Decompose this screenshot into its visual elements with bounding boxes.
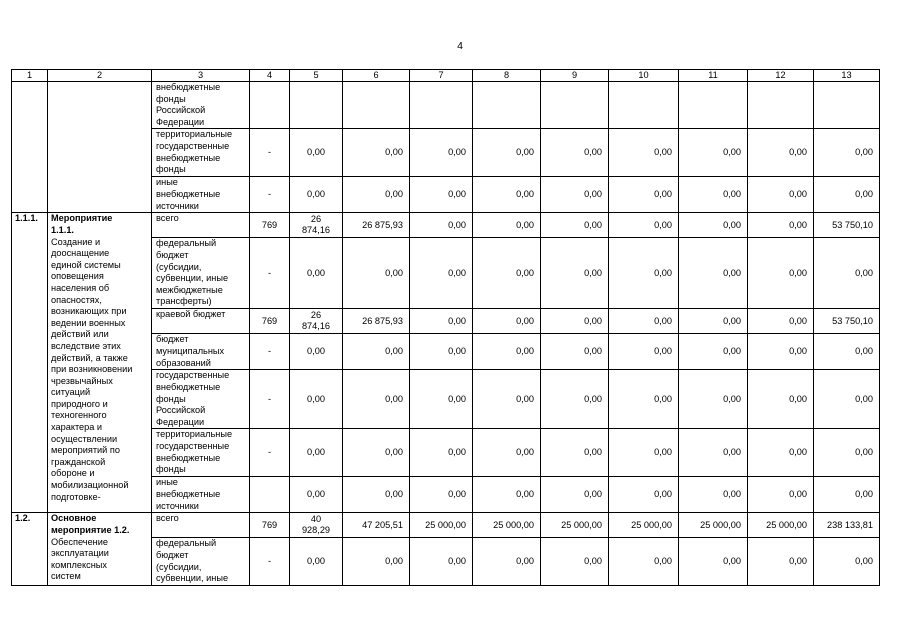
code-cell (250, 82, 290, 129)
value-cell: 0,00 (290, 370, 343, 429)
value-cell: 0,00 (814, 334, 880, 370)
value-cell: 0,00 (290, 129, 343, 177)
value-cell (290, 82, 343, 129)
value-cell: 0,00 (679, 429, 748, 477)
funding-source-line: Федерации (156, 116, 205, 127)
value-cell: 0,00 (748, 334, 814, 370)
value-cell: 0,00 (410, 309, 473, 334)
value-cell: 0,00 (609, 370, 679, 429)
value-cell: 0,00 (679, 309, 748, 334)
item-description-line: мероприятий по (51, 445, 120, 456)
funding-source-line: фонды (156, 393, 186, 404)
column-header: 11 (679, 70, 748, 82)
value-cell: 0,00 (679, 477, 748, 513)
funding-source-line: внебюджетные (156, 381, 221, 392)
value-cell: 0,00 (410, 370, 473, 429)
funding-source-line: внебюджетные (156, 82, 221, 92)
value-cell: 0,00 (343, 177, 410, 213)
value-cell: 53 750,10 (814, 309, 880, 334)
funding-source-line: государственные (156, 140, 230, 151)
funding-source-line: образований (156, 357, 211, 368)
item-description-line: населения об (51, 282, 110, 293)
value-cell (290, 213, 343, 238)
value-cell (541, 82, 609, 129)
item-description-line: единой системы (51, 259, 121, 270)
value-cell: 25 000,00 (410, 513, 473, 538)
item-description-line: опасностях, (51, 294, 102, 305)
item-code-cell: 1.2. (12, 513, 48, 585)
value-cell (290, 513, 343, 538)
column-header: 13 (814, 70, 880, 82)
funding-source-cell (152, 309, 250, 334)
value-cell: 0,00 (814, 238, 880, 309)
funding-source-line: государственные (156, 440, 230, 451)
value-cell: 0,00 (410, 538, 473, 585)
page-number: 4 (457, 40, 463, 52)
funding-source-line: внебюджетные (156, 188, 221, 199)
item-description-line: эксплуатации (51, 548, 109, 559)
value-cell: 0,00 (748, 129, 814, 177)
table-row (12, 82, 880, 129)
value-cell: 0,00 (609, 238, 679, 309)
value-cell: 0,00 (609, 538, 679, 585)
funding-source-cell (152, 213, 250, 238)
funding-source-line: иные (156, 477, 178, 488)
value-cell: 25 000,00 (748, 513, 814, 538)
item-title: Основное (51, 513, 97, 524)
value-cell: 0,00 (609, 429, 679, 477)
value-cell: 0,00 (473, 334, 541, 370)
value-cell: 0,00 (473, 213, 541, 238)
funding-source-cell (152, 370, 250, 429)
value-cell: 0,00 (473, 238, 541, 309)
value-cell: 0,00 (473, 370, 541, 429)
value-cell: 0,00 (343, 370, 410, 429)
item-description-line: при возникновении (51, 364, 133, 375)
value-cell: 25 000,00 (541, 513, 609, 538)
code-cell: - (250, 177, 290, 213)
value-cell: 0,00 (473, 129, 541, 177)
item-description-cell (48, 213, 152, 513)
value-cell: 0,00 (290, 177, 343, 213)
value-cell: 0,00 (814, 129, 880, 177)
value-cell: 0,00 (473, 538, 541, 585)
funding-source-cell (152, 429, 250, 477)
value-cell: 0,00 (679, 538, 748, 585)
column-header: 4 (250, 70, 290, 82)
item-description-line: действий или (51, 329, 109, 340)
table-row (12, 513, 880, 538)
value-cell: 0,00 (541, 477, 609, 513)
funding-source-line: фонды (156, 464, 186, 475)
funding-source-line: всего (156, 513, 179, 524)
value-cell: 0,00 (679, 177, 748, 213)
value-cell: 0,00 (814, 429, 880, 477)
value-cell: 0,00 (343, 538, 410, 585)
value-cell: 0,00 (410, 477, 473, 513)
value-cell (679, 82, 748, 129)
value-cell: 0,00 (541, 429, 609, 477)
value-cell: 0,00 (410, 429, 473, 477)
value-cell: 0,00 (609, 477, 679, 513)
funding-source-line: внебюджетные (156, 152, 221, 163)
value-cell: 25 000,00 (679, 513, 748, 538)
funding-source-line: фонды (156, 164, 186, 175)
item-code-cell: 1.1.1. (12, 213, 48, 513)
funding-source-line: Российской (156, 405, 206, 416)
value-line: 40 (310, 513, 322, 524)
value-cell: 0,00 (410, 177, 473, 213)
header-row (12, 70, 880, 82)
column-header: 5 (290, 70, 343, 82)
item-description-line: обороне и (51, 468, 95, 479)
value-cell: 0,00 (679, 238, 748, 309)
value-line: 874,16 (301, 225, 331, 236)
funding-source-line: территориальные (156, 429, 233, 440)
funding-source-cell (152, 238, 250, 309)
item-title: мероприятие 1.2. (51, 524, 130, 535)
item-description-line: гражданской (51, 456, 106, 467)
value-cell: 0,00 (473, 177, 541, 213)
funding-source-line: федеральный (156, 538, 217, 549)
item-description-line: характера и (51, 422, 103, 433)
value-cell: 26 875,93 (343, 213, 410, 238)
funding-source-cell (152, 513, 250, 538)
funding-source-line: источники (156, 500, 199, 511)
item-description-line: природного и (51, 398, 108, 409)
value-cell (814, 82, 880, 129)
item-description-line: дооснащение (51, 248, 110, 259)
value-cell: 0,00 (343, 477, 410, 513)
value-cell: 47 205,51 (343, 513, 410, 538)
funding-source-line: источники (156, 200, 199, 211)
funding-source-line: трансферты) (156, 296, 212, 307)
value-cell (748, 82, 814, 129)
code-cell: - (250, 129, 290, 177)
funding-source-line: (субсидии, (156, 561, 202, 572)
value-cell: 0,00 (541, 129, 609, 177)
funding-source-line: государственные (156, 370, 230, 381)
value-cell: 25 000,00 (609, 513, 679, 538)
item-description-line: мобилизационной (51, 480, 129, 491)
value-cell: 0,00 (609, 129, 679, 177)
column-header: 3 (152, 70, 250, 82)
funding-source-line: Федерации (156, 416, 205, 427)
value-cell: 25 000,00 (473, 513, 541, 538)
funding-source-line: (субсидии, (156, 261, 202, 272)
column-header: 2 (48, 70, 152, 82)
item-description-cell (48, 513, 152, 585)
table-row (12, 213, 880, 238)
funding-source-line: краевой бюджет (156, 309, 226, 320)
item-description-line: оповещения (51, 271, 104, 282)
value-cell (343, 82, 410, 129)
value-cell: 0,00 (290, 477, 343, 513)
code-cell: - (250, 538, 290, 585)
value-cell: 0,00 (814, 477, 880, 513)
column-header: 10 (609, 70, 679, 82)
item-description-line: возникающих при (51, 306, 127, 317)
value-cell: 0,00 (748, 429, 814, 477)
value-cell: 0,00 (748, 177, 814, 213)
value-cell (473, 82, 541, 129)
item-description-line: ведении военных (51, 317, 126, 328)
value-cell: 0,00 (410, 334, 473, 370)
item-description-line: действий, а также (51, 352, 128, 363)
item-description-line: осуществлении (51, 433, 118, 444)
value-cell: 0,00 (814, 538, 880, 585)
value-line: 26 (310, 213, 322, 224)
funding-source-cell (152, 477, 250, 513)
column-header: 8 (473, 70, 541, 82)
item-description-line: Создание и (51, 236, 101, 247)
value-cell: 0,00 (290, 538, 343, 585)
item-description-line: комплексных (51, 559, 107, 570)
item-description-line: Обеспечение (51, 536, 108, 547)
code-cell: 769 (250, 213, 290, 238)
value-cell: 0,00 (541, 213, 609, 238)
column-header: 6 (343, 70, 410, 82)
value-line: 26 (310, 309, 322, 320)
funding-source-line: бюджет (156, 549, 189, 560)
value-cell: 0,00 (609, 334, 679, 370)
value-cell: 0,00 (748, 213, 814, 238)
column-header: 12 (748, 70, 814, 82)
value-cell: 0,00 (473, 429, 541, 477)
code-cell: - (250, 238, 290, 309)
column-header: 1 (12, 70, 48, 82)
value-cell: 0,00 (343, 429, 410, 477)
value-cell: 0,00 (290, 334, 343, 370)
value-cell: 0,00 (541, 309, 609, 334)
code-cell: - (250, 429, 290, 477)
value-cell: 0,00 (473, 477, 541, 513)
funding-source-line: федеральный (156, 238, 217, 249)
code-cell: - (250, 334, 290, 370)
value-line: 928,29 (301, 525, 331, 536)
funding-source-line: всего (156, 213, 179, 224)
item-description-line: подготовке- (51, 491, 101, 502)
value-cell: 53 750,10 (814, 213, 880, 238)
value-cell: 0,00 (343, 129, 410, 177)
funding-source-line: межбюджетные (156, 284, 223, 295)
funding-source-cell (152, 129, 250, 177)
funding-source-line: субвенции, иные (156, 273, 229, 284)
value-cell: 0,00 (290, 238, 343, 309)
value-cell: 0,00 (410, 129, 473, 177)
value-cell: 0,00 (679, 370, 748, 429)
value-cell: 0,00 (410, 238, 473, 309)
funding-source-line: фонды (156, 93, 186, 104)
value-line: 874,16 (301, 321, 331, 332)
value-cell (410, 82, 473, 129)
value-cell (609, 82, 679, 129)
funding-source-line: внебюджетные (156, 488, 221, 499)
funding-source-line: бюджет (156, 334, 189, 345)
funding-source-cell (152, 538, 250, 585)
value-cell: 0,00 (814, 370, 880, 429)
item-description-line: чрезвычайных (51, 375, 113, 386)
item-description-line: систем (51, 571, 81, 582)
item-description-line: техногенного (51, 410, 107, 421)
value-cell: 26 875,93 (343, 309, 410, 334)
funding-source-line: бюджет (156, 249, 189, 260)
value-cell: 0,00 (609, 213, 679, 238)
funding-source-cell (152, 334, 250, 370)
column-header: 7 (410, 70, 473, 82)
value-cell (290, 309, 343, 334)
funding-source-line: внебюджетные (156, 452, 221, 463)
value-cell: 0,00 (541, 334, 609, 370)
value-cell: 0,00 (748, 309, 814, 334)
value-cell: 0,00 (343, 334, 410, 370)
value-cell: 0,00 (609, 177, 679, 213)
value-cell: 238 133,81 (814, 513, 880, 538)
code-cell: 769 (250, 309, 290, 334)
value-cell: 0,00 (290, 429, 343, 477)
value-cell: 0,00 (748, 370, 814, 429)
value-cell: 0,00 (541, 177, 609, 213)
budget-table (11, 69, 880, 586)
column-header: 9 (541, 70, 609, 82)
code-cell (250, 477, 290, 513)
funding-source-cell (152, 82, 250, 129)
funding-source-line: иные (156, 177, 178, 188)
value-cell: 0,00 (748, 477, 814, 513)
value-cell: 0,00 (473, 309, 541, 334)
item-description-line: ситуаций (51, 387, 91, 398)
value-cell: 0,00 (679, 213, 748, 238)
funding-source-line: субвенции, иные (156, 573, 229, 584)
funding-source-line: территориальные (156, 129, 233, 140)
funding-source-line: Российской (156, 105, 206, 116)
value-cell: 0,00 (343, 238, 410, 309)
item-description-line: вследствие этих (51, 340, 121, 351)
value-cell: 0,00 (814, 177, 880, 213)
code-cell: 769 (250, 513, 290, 538)
value-cell: 0,00 (609, 309, 679, 334)
value-cell: 0,00 (541, 370, 609, 429)
code-cell: - (250, 370, 290, 429)
value-cell: 0,00 (748, 238, 814, 309)
item-code-cell (12, 82, 48, 213)
value-cell: 0,00 (541, 538, 609, 585)
value-cell: 0,00 (410, 213, 473, 238)
value-cell: 0,00 (541, 238, 609, 309)
value-cell: 0,00 (679, 334, 748, 370)
item-title: Мероприятие (51, 213, 113, 224)
funding-source-line: муниципальных (156, 345, 225, 356)
value-cell: 0,00 (748, 538, 814, 585)
value-cell: 0,00 (679, 129, 748, 177)
funding-source-cell (152, 177, 250, 213)
item-description-cell (48, 82, 152, 213)
item-title: 1.1.1. (51, 224, 74, 235)
